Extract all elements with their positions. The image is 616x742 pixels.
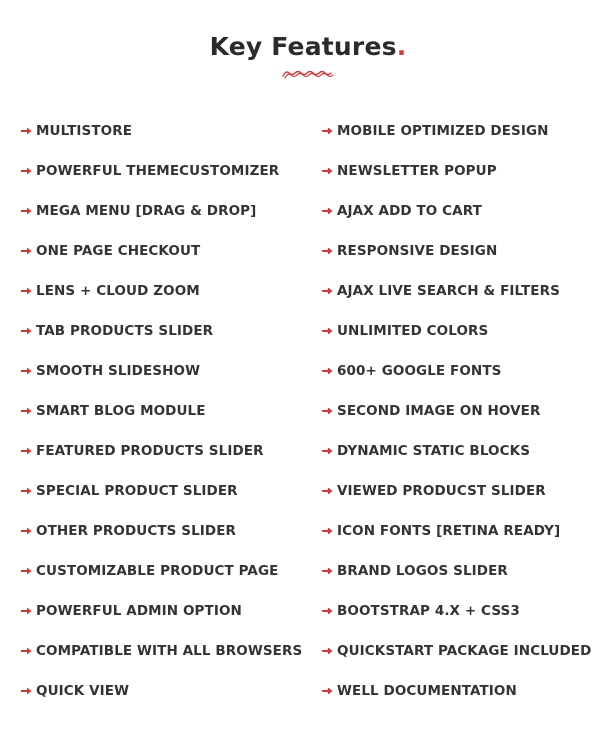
feature-item: [321, 391, 611, 431]
feature-label: BRAND LOGOS SLIDER: [337, 563, 508, 579]
feature-label: TAB PRODUCTS SLIDER: [36, 323, 214, 339]
feature-item: [20, 191, 310, 231]
feature-label: POWERFUL ADMIN OPTION: [36, 603, 242, 619]
feature-item: [321, 431, 611, 471]
feature-label: POWERFUL THEMECUSTOMIZER: [36, 163, 280, 179]
arrow-right-icon: [20, 125, 33, 137]
feature-item: [321, 351, 611, 391]
arrow-right-icon: [321, 565, 334, 577]
feature-item: [20, 631, 310, 671]
feature-label: ICON FONTS [RETINA READY]: [337, 523, 561, 539]
arrow-right-icon: [321, 125, 334, 137]
features-list-right: [321, 111, 611, 711]
feature-label: NEWSLETTER POPUP: [337, 163, 497, 179]
arrow-right-icon: [321, 405, 334, 417]
feature-item: [20, 231, 310, 271]
feature-item: [20, 591, 310, 631]
feature-item: [321, 111, 611, 151]
arrow-right-icon: [321, 285, 334, 297]
feature-label: SECOND IMAGE ON HOVER: [337, 403, 541, 419]
feature-label: VIEWED PRODUCST SLIDER: [337, 483, 546, 499]
feature-item: [20, 151, 310, 191]
feature-label: BOOTSTRAP 4.X + CSS3: [337, 603, 520, 619]
title-text: Key Features: [209, 32, 397, 61]
feature-label: 600+ GOOGLE FONTS: [337, 363, 502, 379]
arrow-right-icon: [321, 325, 334, 337]
arrow-right-icon: [20, 485, 33, 497]
feature-label: RESPONSIVE DESIGN: [337, 243, 498, 259]
arrow-right-icon: [20, 285, 33, 297]
feature-item: [321, 231, 611, 271]
feature-label: MULTISTORE: [36, 123, 133, 139]
feature-label: MOBILE OPTIMIZED DESIGN: [337, 123, 549, 139]
feature-label: CUSTOMIZABLE PRODUCT PAGE: [36, 563, 279, 579]
arrow-right-icon: [321, 165, 334, 177]
arrow-right-icon: [321, 605, 334, 617]
feature-label: OTHER PRODUCTS SLIDER: [36, 523, 237, 539]
feature-label: COMPATIBLE WITH ALL BROWSERS: [36, 643, 303, 659]
feature-label: LENS + CLOUD ZOOM: [36, 283, 200, 299]
arrow-right-icon: [20, 525, 33, 537]
feature-item: [321, 551, 611, 591]
arrow-right-icon: [20, 605, 33, 617]
page-title: [0, 30, 616, 64]
feature-label: WELL DOCUMENTATION: [337, 683, 517, 699]
feature-label: ONE PAGE CHECKOUT: [36, 243, 201, 259]
arrow-right-icon: [20, 325, 33, 337]
feature-item: [321, 511, 611, 551]
arrow-right-icon: [20, 205, 33, 217]
feature-item: [20, 271, 310, 311]
feature-item: [321, 631, 611, 671]
feature-item: [321, 671, 611, 711]
arrow-right-icon: [321, 365, 334, 377]
arrow-right-icon: [321, 485, 334, 497]
arrow-right-icon: [20, 245, 33, 257]
arrow-right-icon: [20, 365, 33, 377]
feature-item: [20, 391, 310, 431]
arrow-right-icon: [321, 525, 334, 537]
title-dot: .: [396, 32, 407, 61]
feature-label: DYNAMIC STATIC BLOCKS: [337, 443, 531, 459]
arrow-right-icon: [321, 645, 334, 657]
wavy-line-icon: [282, 67, 334, 79]
feature-item: [321, 271, 611, 311]
features-list-left: [20, 111, 310, 711]
feature-label: SPECIAL PRODUCT SLIDER: [36, 483, 238, 499]
feature-item: [20, 671, 310, 711]
feature-item: [20, 111, 310, 151]
feature-label: AJAX ADD TO CART: [337, 203, 482, 219]
arrow-right-icon: [20, 685, 33, 697]
feature-item: [321, 471, 611, 511]
feature-label: QUICK VIEW: [36, 683, 130, 699]
arrow-right-icon: [321, 245, 334, 257]
feature-item: [20, 471, 310, 511]
feature-item: [20, 551, 310, 591]
arrow-right-icon: [20, 165, 33, 177]
feature-item: [20, 311, 310, 351]
feature-item: [321, 591, 611, 631]
arrow-right-icon: [321, 685, 334, 697]
feature-item: [20, 351, 310, 391]
feature-label: QUICKSTART PACKAGE INCLUDED: [337, 643, 592, 659]
feature-item: [321, 311, 611, 351]
arrow-right-icon: [20, 565, 33, 577]
feature-label: SMART BLOG MODULE: [36, 403, 206, 419]
arrow-right-icon: [321, 205, 334, 217]
feature-label: MEGA MENU [DRAG & DROP]: [36, 203, 257, 219]
arrow-right-icon: [321, 445, 334, 457]
feature-label: AJAX LIVE SEARCH & FILTERS: [337, 283, 560, 299]
feature-label: FEATURED PRODUCTS SLIDER: [36, 443, 264, 459]
feature-item: [321, 191, 611, 231]
arrow-right-icon: [20, 645, 33, 657]
feature-item: [20, 431, 310, 471]
arrow-right-icon: [20, 405, 33, 417]
feature-item: [321, 151, 611, 191]
arrow-right-icon: [20, 445, 33, 457]
feature-item: [20, 511, 310, 551]
feature-label: UNLIMITED COLORS: [337, 323, 489, 339]
feature-label: SMOOTH SLIDESHOW: [36, 363, 201, 379]
